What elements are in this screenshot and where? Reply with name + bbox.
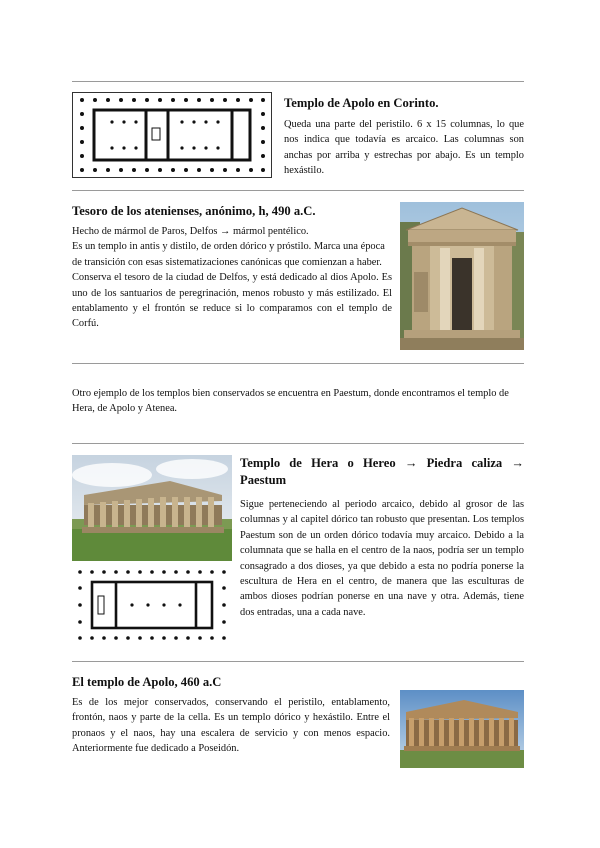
tesoro-photo [400, 202, 524, 350]
hera-temple-illustration [72, 455, 232, 561]
divider [72, 81, 524, 82]
section-body-tesoro [72, 224, 392, 332]
paestum-intro-text: Otro ejemplo de los templos bien conservados se encuentra en Paestum, donde encontramos el templo de Hera, de Apolo y Atenea. [72, 388, 509, 415]
temple-plan-drawing [72, 92, 272, 178]
divider [72, 363, 524, 364]
hera-plan-drawing [72, 564, 232, 646]
section-body-corinto: Queda una parte del peristilo. 6 x 15 columnas, lo que nos indica que todavía es arcaico. Las columnas son anchas por arriba y estrechas por abajo. Es un templo hexástilo. [284, 119, 524, 177]
corinth-plan-figure [72, 92, 272, 178]
paragraph: Conserva el tesoro de la ciudad de Delfos, y está dedicado al dios Apolo. Es uno de los santuarios de peregrinación, menos robusto y más estilizado. El entablamento y el frontón se reduce si lo comparamos con el templo de Corfú. [72, 272, 392, 330]
section-body-apolo-460: Es de los mejor conservados, conservando el peristilo, entablamento, frontón, naos y parte de la cella. Es un templo dórico y hexástilo. Entre el pronaos y el naos, hay una escalera de servicio y con menos espacio. Anteriormente fue dedicado a Poseidón. [72, 697, 390, 755]
divider [72, 443, 524, 444]
apolo-photo [400, 690, 524, 768]
divider [72, 661, 524, 662]
treasury-illustration [400, 202, 524, 350]
paragraph: Hecho de mármol de Paros, Delfos → mármol pentélico. [72, 226, 309, 237]
divider [72, 190, 524, 191]
section-title-hera: Templo de Hera o Hereo → Piedra caliza → Paestum [240, 456, 524, 487]
apolo-temple-illustration [400, 690, 524, 768]
hera-photo [72, 455, 232, 561]
section-title-apolo-460: El templo de Apolo, 460 a.C [72, 675, 222, 689]
paragraph: Es un templo in antis y distilo, de orden dórico y próstilo. Marca una época de transición con esas sistematizaciones canónicas que comienzan a haber. [72, 241, 385, 268]
hera-plan-figure [72, 564, 232, 646]
section-body-hera: Sigue perteneciendo al periodo arcaico, debido al grosor de las columnas y al capitel dórico tan robusto que presentan. Los templos Paestum son de un orden dórico todavía muy arcaico. Debido a la columnata que se halla en el centro de la naos, podría ser un templo consagrado a dos dioses, ya que debido a esta no podría ponerse la escultura de Hera en el centro, de manera que las esculturas de ambos dioses podrían ponerse en una nave y otra. Además, tiene dos entradas, una a cada nave. [240, 499, 524, 618]
section-title-corinto: Templo de Apolo en Corinto. [284, 96, 439, 110]
section-title-tesoro: Tesoro de los atenienses, anónimo, h, 490 a.C. [72, 204, 316, 218]
